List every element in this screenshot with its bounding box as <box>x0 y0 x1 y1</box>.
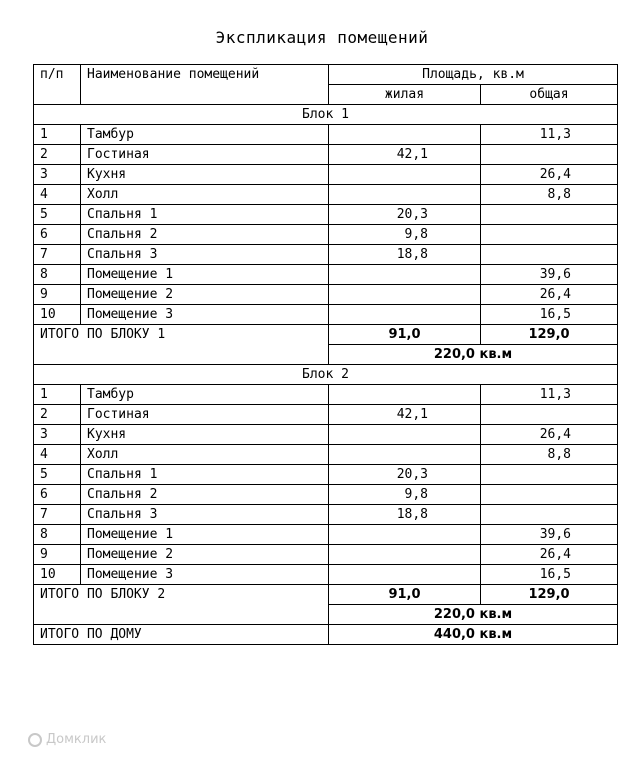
row-name: Спальня 2 <box>81 225 329 245</box>
subtotal-living: 91,0 <box>329 585 481 605</box>
row-num: 5 <box>34 205 81 225</box>
row-living-area: 18,8 <box>329 505 481 525</box>
table-row <box>34 165 618 185</box>
row-num: 1 <box>34 125 81 145</box>
row-living-area <box>329 265 481 285</box>
row-num: 4 <box>34 185 81 205</box>
row-total-area: 8,8 <box>481 445 618 465</box>
row-num: 6 <box>34 225 81 245</box>
row-num: 7 <box>34 505 81 525</box>
table-row <box>34 565 618 585</box>
row-name: Помещение 1 <box>81 525 329 545</box>
header-total: общая <box>481 85 618 105</box>
table-row <box>34 145 618 165</box>
row-name: Гостиная <box>81 145 329 165</box>
table-row <box>34 405 618 425</box>
row-total-area <box>481 505 618 525</box>
header-num: п/п <box>34 65 81 105</box>
row-num: 5 <box>34 465 81 485</box>
table-row <box>34 265 618 285</box>
table-row <box>34 545 618 565</box>
row-num: 8 <box>34 265 81 285</box>
table-row <box>34 205 618 225</box>
header-area: Площадь, кв.м <box>329 65 618 85</box>
subtotal-label: ИТОГО ПО БЛОКУ 2 <box>34 585 329 625</box>
table-row <box>34 225 618 245</box>
row-total-area: 26,4 <box>481 165 618 185</box>
row-num: 8 <box>34 525 81 545</box>
row-num: 3 <box>34 165 81 185</box>
row-living-area <box>329 385 481 405</box>
block-title-row <box>34 365 618 385</box>
row-num: 1 <box>34 385 81 405</box>
table-row <box>34 385 618 405</box>
row-living-area: 20,3 <box>329 465 481 485</box>
row-living-area: 9,8 <box>329 485 481 505</box>
row-living-area <box>329 125 481 145</box>
explication-table <box>33 64 618 645</box>
row-living-area <box>329 445 481 465</box>
subtotal-living: 91,0 <box>329 325 481 345</box>
page-title: Экспликация помещений <box>215 28 429 47</box>
row-total-area <box>481 145 618 165</box>
row-total-area: 11,3 <box>481 385 618 405</box>
table-row <box>34 505 618 525</box>
table-row <box>34 445 618 465</box>
row-name: Помещение 2 <box>81 285 329 305</box>
header-name: Наименование помещений <box>81 65 329 105</box>
row-num: 3 <box>34 425 81 445</box>
row-living-area: 20,3 <box>329 205 481 225</box>
watermark <box>28 732 106 747</box>
row-name: Холл <box>81 445 329 465</box>
row-total-area <box>481 485 618 505</box>
row-name: Спальня 1 <box>81 205 329 225</box>
row-num: 9 <box>34 285 81 305</box>
row-num: 9 <box>34 545 81 565</box>
row-living-area <box>329 165 481 185</box>
row-total-area <box>481 205 618 225</box>
domclick-logo-icon <box>28 733 42 747</box>
subtotal-label: ИТОГО ПО БЛОКУ 1 <box>34 325 329 365</box>
block-title: Блок 2 <box>34 365 618 385</box>
row-num: 10 <box>34 305 81 325</box>
row-living-area: 42,1 <box>329 145 481 165</box>
row-living-area <box>329 565 481 585</box>
row-name: Помещение 3 <box>81 305 329 325</box>
row-name: Тамбур <box>81 125 329 145</box>
row-living-area <box>329 285 481 305</box>
block-subtotal-row <box>34 585 618 605</box>
table-row <box>34 525 618 545</box>
row-total-area: 39,6 <box>481 525 618 545</box>
row-total-area <box>481 245 618 265</box>
house-total-row <box>34 625 618 645</box>
header-living: жилая <box>329 85 481 105</box>
watermark-text: Домклик <box>46 732 107 747</box>
row-name: Гостиная <box>81 405 329 425</box>
row-total-area: 39,6 <box>481 265 618 285</box>
house-total-label: ИТОГО ПО ДОМУ <box>34 625 329 645</box>
row-total-area: 16,5 <box>481 305 618 325</box>
row-name: Тамбур <box>81 385 329 405</box>
row-living-area: 9,8 <box>329 225 481 245</box>
row-total-area: 11,3 <box>481 125 618 145</box>
row-total-area: 16,5 <box>481 565 618 585</box>
row-living-area: 18,8 <box>329 245 481 265</box>
row-total-area <box>481 405 618 425</box>
row-total-area: 26,4 <box>481 425 618 445</box>
table-row <box>34 245 618 265</box>
row-name: Кухня <box>81 165 329 185</box>
row-name: Кухня <box>81 425 329 445</box>
row-num: 6 <box>34 485 81 505</box>
row-name: Спальня 1 <box>81 465 329 485</box>
row-name: Спальня 2 <box>81 485 329 505</box>
block-subtotal-row <box>34 325 618 345</box>
row-num: 2 <box>34 145 81 165</box>
subtotal-total: 129,0 <box>481 325 618 345</box>
house-total-value: 440,0 кв.м <box>329 625 618 645</box>
table-row <box>34 465 618 485</box>
row-total-area: 26,4 <box>481 545 618 565</box>
table-row <box>34 125 618 145</box>
row-name: Спальня 3 <box>81 505 329 525</box>
row-total-area <box>481 465 618 485</box>
header-row-1 <box>34 65 618 85</box>
table-row <box>34 305 618 325</box>
block-title: Блок 1 <box>34 105 618 125</box>
row-living-area <box>329 425 481 445</box>
row-living-area <box>329 305 481 325</box>
subtotal-total: 129,0 <box>481 585 618 605</box>
row-living-area <box>329 185 481 205</box>
table-row <box>34 425 618 445</box>
table-row <box>34 485 618 505</box>
row-num: 2 <box>34 405 81 425</box>
row-name: Помещение 1 <box>81 265 329 285</box>
row-total-area: 26,4 <box>481 285 618 305</box>
table-row <box>34 185 618 205</box>
row-num: 7 <box>34 245 81 265</box>
block-sum: 220,0 кв.м <box>329 345 618 365</box>
row-living-area: 42,1 <box>329 405 481 425</box>
row-living-area <box>329 545 481 565</box>
row-name: Помещение 3 <box>81 565 329 585</box>
table-row <box>34 285 618 305</box>
row-name: Помещение 2 <box>81 545 329 565</box>
row-name: Спальня 3 <box>81 245 329 265</box>
row-num: 10 <box>34 565 81 585</box>
block-title-row <box>34 105 618 125</box>
row-total-area: 8,8 <box>481 185 618 205</box>
row-living-area <box>329 525 481 545</box>
row-num: 4 <box>34 445 81 465</box>
row-name: Холл <box>81 185 329 205</box>
block-sum: 220,0 кв.м <box>329 605 618 625</box>
row-total-area <box>481 225 618 245</box>
